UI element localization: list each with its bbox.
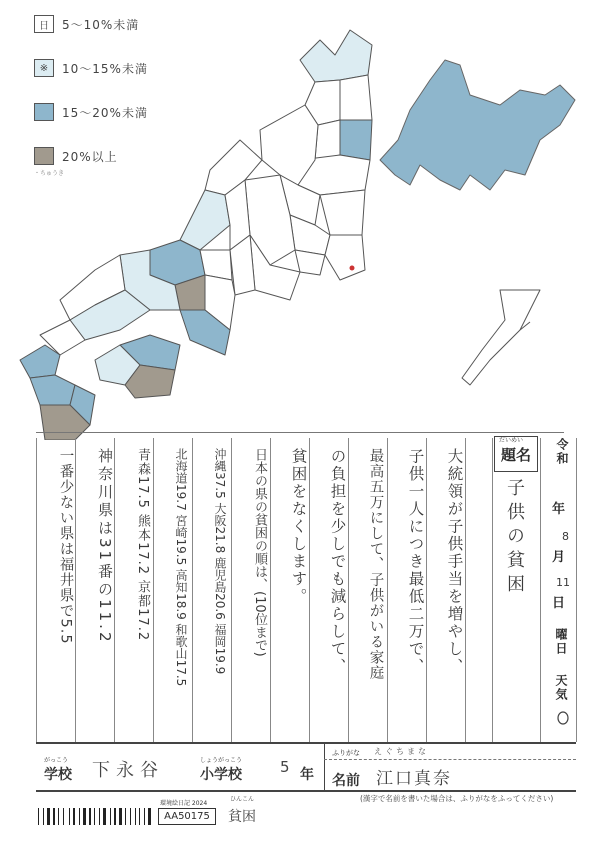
ruled-line xyxy=(270,438,271,742)
essay-line: 北海道19.7 宮崎19.5 高知18.9 和歌山17.5 xyxy=(174,448,188,687)
barcode-bar xyxy=(79,808,80,825)
essay-line: 大統領が子供手当を増やし、 xyxy=(445,448,464,676)
day-label: 日 xyxy=(552,596,566,611)
ruled-line xyxy=(36,438,37,742)
ruled-line xyxy=(426,438,427,742)
title-label-box xyxy=(494,436,538,472)
grade-value: 5 xyxy=(280,758,296,776)
essay-title: 子供の貧困 xyxy=(504,478,525,598)
ruled-line xyxy=(192,438,193,742)
elementary-furigana: しょうがっこう xyxy=(200,757,243,764)
grade-label: 年 xyxy=(300,767,314,783)
student-name: 江口真奈 xyxy=(376,769,452,789)
map-region-iwate xyxy=(340,75,372,120)
map-region-hokkaido xyxy=(380,60,575,190)
weather-label: 天気 xyxy=(554,674,568,702)
barcode-bar xyxy=(139,808,140,825)
barcode-bar xyxy=(89,808,91,825)
ruled-line xyxy=(465,438,466,742)
barcode-bar xyxy=(47,808,50,825)
legend-swatch: 日 xyxy=(34,15,54,33)
elementary-label: しょうがっこう 小学校 xyxy=(200,757,243,783)
product-code: AA50175 xyxy=(158,808,216,825)
legend-label: 10〜15%未満 xyxy=(62,61,148,76)
essay-line: 日本の県の貧困の順は、(10位まで) xyxy=(252,448,267,657)
map-region-oita-kumamoto xyxy=(30,375,75,405)
sheet-top-line xyxy=(36,432,564,433)
essay-line: 一番少ない県は福井県で5.5 xyxy=(57,448,74,645)
ruled-line xyxy=(75,438,76,742)
weekday-label: 曜日 xyxy=(554,628,568,656)
footer-divider xyxy=(324,744,325,790)
barcode-bar xyxy=(38,808,39,825)
legend-swatch xyxy=(34,147,54,165)
ruled-line xyxy=(387,438,388,742)
tail-furigana: ひんこん xyxy=(230,796,255,803)
legend-label: 20%以上 xyxy=(62,149,118,164)
ruled-line xyxy=(114,438,115,742)
barcode-bar xyxy=(103,808,106,825)
legend-label: 15〜20%未満 xyxy=(62,105,148,120)
legend-swatch xyxy=(34,103,54,121)
tail-text: ひんこん 貧困 xyxy=(228,796,256,825)
legend-row xyxy=(34,54,234,82)
map-region-aomori xyxy=(300,30,372,82)
barcode-bar xyxy=(83,808,86,825)
title-label: 題名 xyxy=(500,445,531,464)
barcode-bar xyxy=(63,808,64,825)
barcode-bar xyxy=(130,808,131,825)
map-region-yamagata xyxy=(315,120,340,160)
furigana-note: (漢字で名前を書いた場合は、ふりがなをふってください) xyxy=(360,794,554,803)
furigana-label: ふりがな xyxy=(332,749,360,757)
barcode-bar xyxy=(119,808,122,825)
map-region-chiba xyxy=(325,235,365,280)
name-furigana: えぐちまな xyxy=(374,747,429,756)
barcode-bar xyxy=(94,808,95,825)
sun-icon xyxy=(556,710,570,726)
product-label: 環境絵日記 2024 xyxy=(160,800,208,807)
map-region-fukui xyxy=(180,190,230,250)
barcode-bar xyxy=(43,808,44,825)
barcode-bar xyxy=(144,808,145,825)
month-value: 8 xyxy=(562,530,569,543)
day-value: 11 xyxy=(556,576,570,589)
map-legend xyxy=(34,10,234,186)
ruled-line xyxy=(348,438,349,742)
month-label: 月 xyxy=(552,550,566,565)
ruled-line xyxy=(540,438,541,742)
barcode-bar xyxy=(53,808,55,825)
barcode-bar xyxy=(99,808,100,825)
furigana-divider xyxy=(324,759,576,760)
essay-line: 子供一人につき最低二万で、 xyxy=(406,448,425,676)
barcode-bar xyxy=(125,808,126,825)
school-label: がっこう 学校 xyxy=(44,757,72,783)
map-region-kanagawa xyxy=(295,250,325,275)
barcode-bar xyxy=(148,808,151,825)
name-label: 名前 xyxy=(332,773,360,789)
footer-bar xyxy=(36,742,576,792)
map-region-tochigi-ibaraki xyxy=(320,190,365,235)
barcode-bar xyxy=(114,808,116,825)
essay-line: 青森17.5 熊本17.2 京都17.2 xyxy=(135,448,150,642)
map-region-fukuoka xyxy=(20,345,60,378)
school-furigana: がっこう xyxy=(44,757,69,764)
barcode-bar xyxy=(69,808,70,825)
essay-line: 最高五万にして、子供がいる家庭 xyxy=(367,448,384,681)
legend-row xyxy=(34,142,234,170)
ruled-line xyxy=(231,438,232,742)
title-furigana: だいめい xyxy=(499,437,524,444)
essay-line: の負担を少しでも減らして、 xyxy=(328,448,347,676)
legend-note: ・ちゅうき xyxy=(34,170,65,177)
year-label: 年 xyxy=(552,502,566,517)
ruled-line xyxy=(153,438,154,742)
essay-line: 沖縄37.5 大阪21.8 鹿児島20.6 福岡19.9 xyxy=(213,448,227,675)
essay-line: 神奈川県は31番の11.2 xyxy=(96,448,114,645)
school-name: 下永谷 xyxy=(92,760,164,781)
barcode-bar xyxy=(110,808,111,825)
map-region-miyagi xyxy=(340,120,372,160)
barcode-bar xyxy=(58,808,59,825)
barcode-bar xyxy=(73,808,75,825)
map-region-okinawa xyxy=(462,290,540,385)
legend-row xyxy=(34,98,234,126)
legend-label: 5〜10%未満 xyxy=(62,17,140,32)
legend-row xyxy=(34,10,234,38)
date-column xyxy=(548,438,576,738)
barcode-bar xyxy=(135,808,136,825)
era-label: 令和 xyxy=(555,438,569,466)
ruled-line xyxy=(309,438,310,742)
legend-swatch: ※ xyxy=(34,59,54,77)
ruled-line xyxy=(576,438,577,742)
ruled-line xyxy=(492,438,493,742)
essay-line: 貧困をなくします。 xyxy=(289,448,308,606)
